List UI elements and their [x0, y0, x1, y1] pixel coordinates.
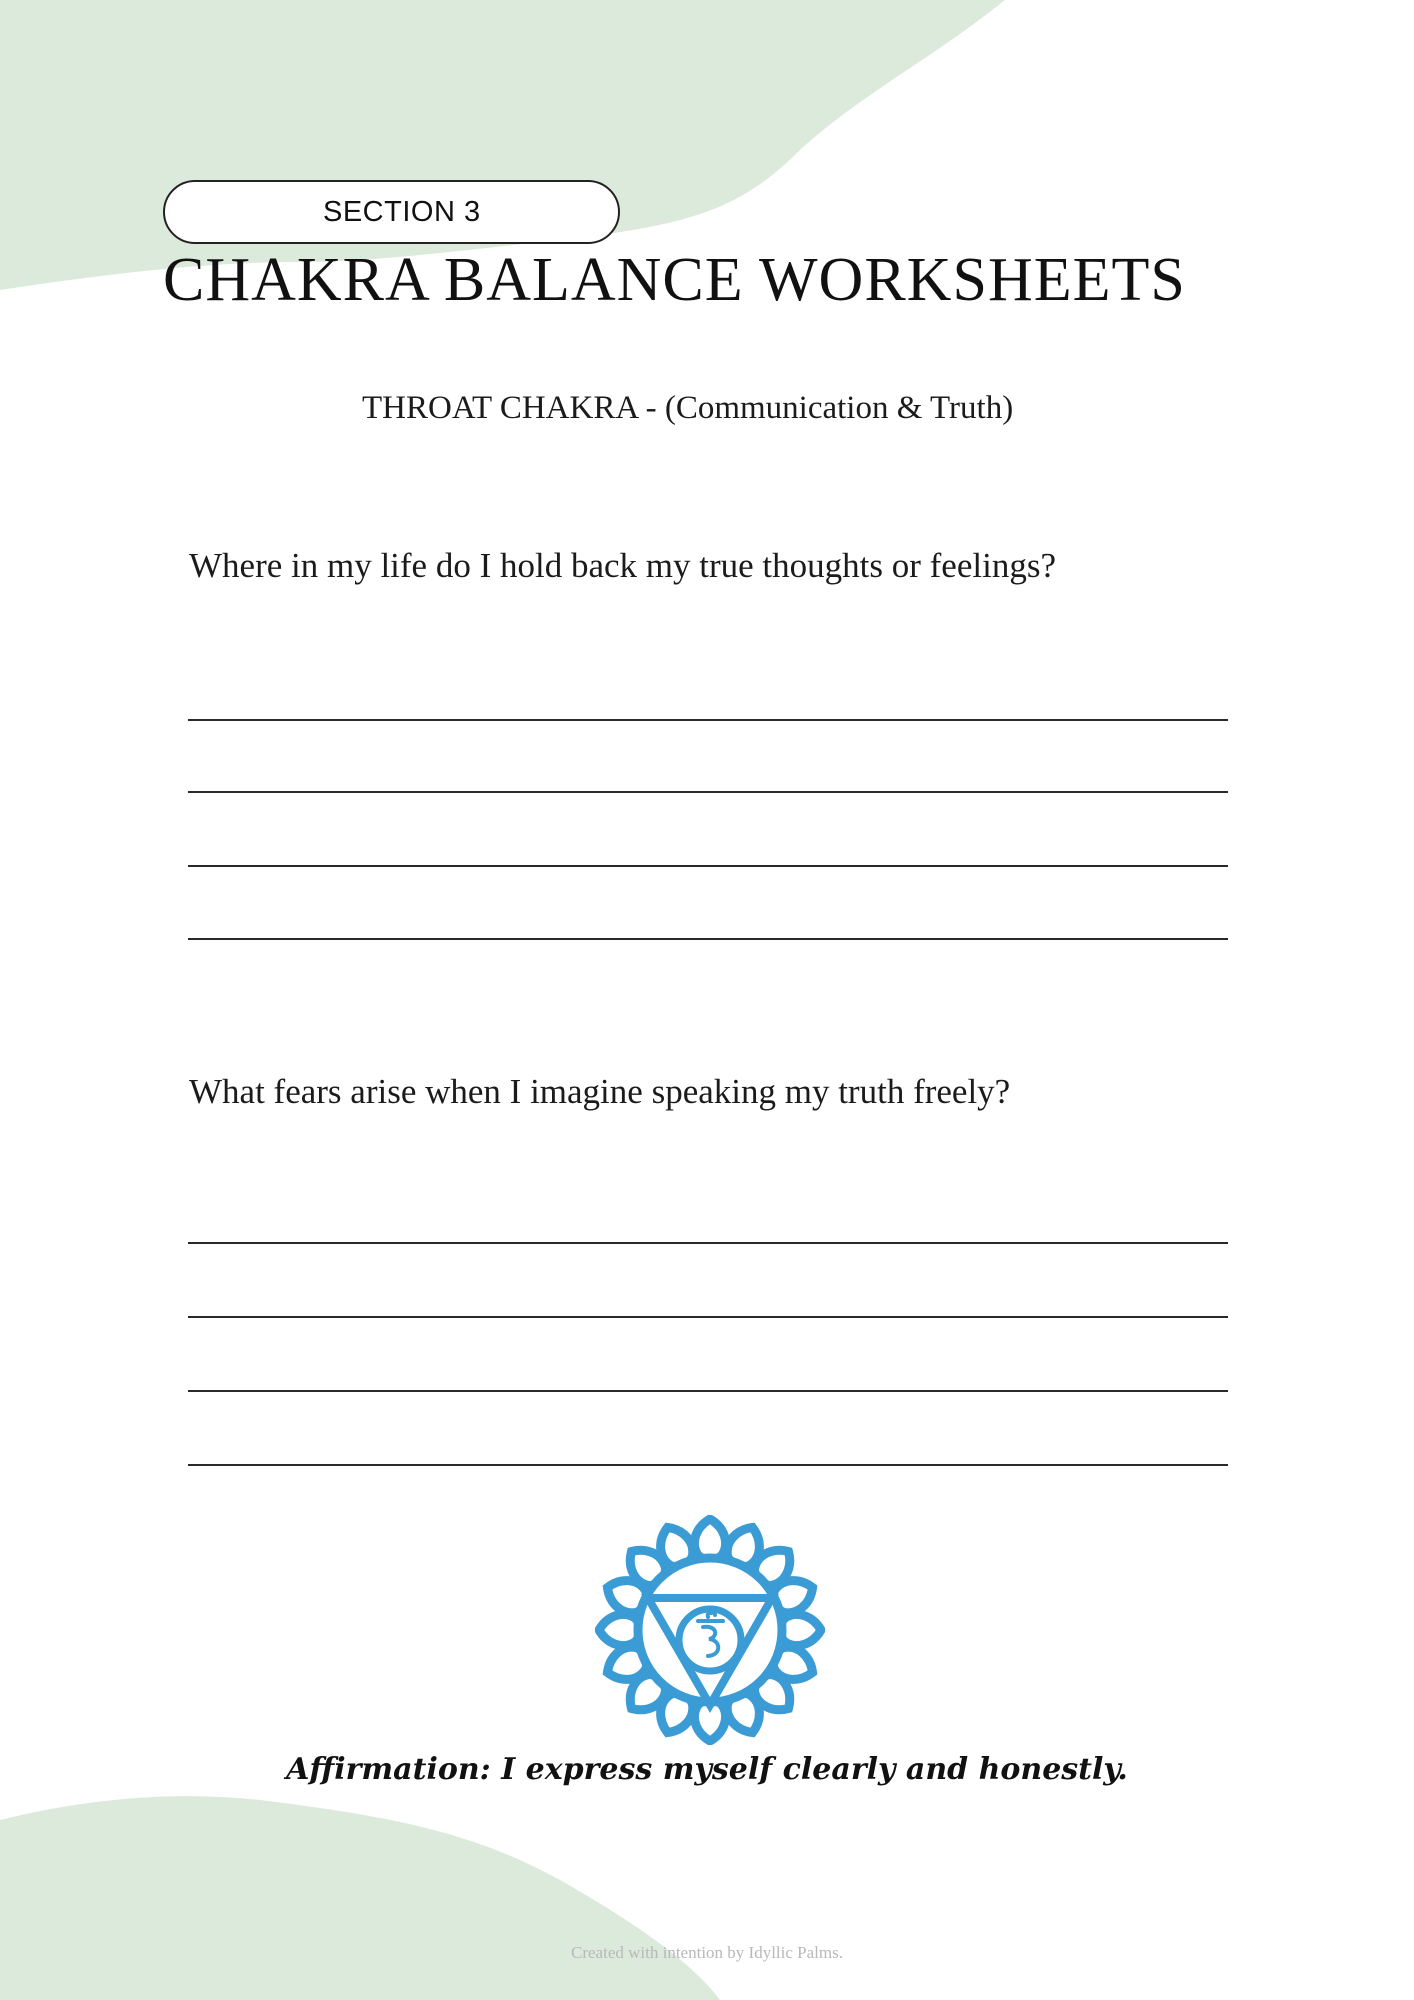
page-title: CHAKRA BALANCE WORKSHEETS — [163, 246, 1186, 314]
answer-line[interactable] — [188, 938, 1228, 940]
section-label-pill — [163, 180, 620, 244]
throat-chakra-icon — [595, 1515, 825, 1745]
answer-line[interactable] — [188, 1242, 1228, 1244]
answer-line[interactable] — [188, 1390, 1228, 1392]
section-label: SECTION 3 — [323, 195, 481, 228]
question-2: What fears arise when I imagine speaking my truth freely? — [189, 1072, 1011, 1111]
answer-line[interactable] — [188, 1316, 1228, 1318]
bottom-left-green-blob — [0, 1796, 720, 2000]
answer-line[interactable] — [188, 865, 1228, 867]
question-1: Where in my life do I hold back my true thoughts or feelings? — [189, 546, 1056, 585]
footer-credit: Created with intention by Idyllic Palms. — [571, 1943, 843, 1962]
answer-line[interactable] — [188, 1464, 1228, 1466]
answer-line[interactable] — [188, 719, 1228, 721]
affirmation-text: Affirmation: I express myself clearly and honestly. — [286, 1752, 1128, 1787]
answer-line[interactable] — [188, 791, 1228, 793]
chakra-subtitle: THROAT CHAKRA - (Communication & Truth) — [362, 390, 1014, 426]
